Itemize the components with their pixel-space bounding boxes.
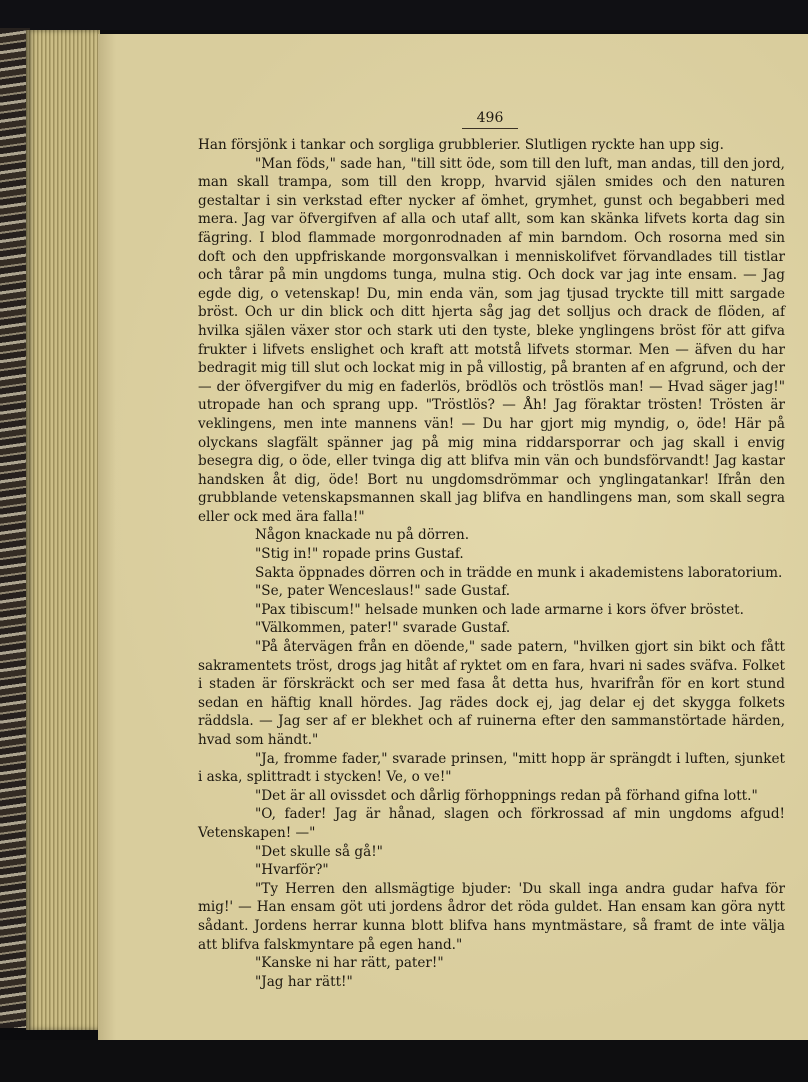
page-edges [26, 30, 100, 1030]
paragraph: Sakta öppnades dörren och in trädde en munk i akademistens laboratorium. [255, 564, 783, 581]
page-number-rule [462, 128, 518, 129]
paragraph: "Kanske ni har rätt, pater!" [255, 955, 444, 972]
paragraph: "Det skulle så gå!" [255, 843, 383, 860]
scan-background-top [0, 0, 808, 30]
paragraph: "Stig in!" ropade prins Gustaf. [255, 546, 464, 563]
paragraph: "Hvarför?" [255, 862, 329, 879]
paragraph: "Välkommen, pater!" svarade Gustaf. [255, 620, 511, 637]
paragraph: "Se, pater Wenceslaus!" sade Gustaf. [255, 583, 511, 600]
paragraph: "På återvägen från en döende," sade patern, "hvilken gjort sin bikt och fått sakramentets tröst, drogs jag hitåt af ryktet om en fara, hvari ni sades sväfva. Folket i staden är förskräckt och ser med fasa åt detta hus, hvarifrån för en kort stund sedan en häftig knall hördes. Jag rädes dock ej, jag delar ej det skygga folkets räddsla. — Jag ser af er blekhet och af ruinerna efter den sammanstörtade härden, hvad som händt." [198, 639, 785, 748]
paragraph: "O, fader! Jag är hånad, slagen och förkrossad af min ungdoms afgud! Vetenskapen! —" [198, 806, 785, 841]
scan-background-bottom [0, 1040, 808, 1082]
paragraph: "Ty Herren den allsmägtige bjuder: 'Du skall inga andra gudar hafva för mig!' — Han ensam göt uti jordens ådror det röda guldet. Han ensam kan göra nytt sådant. Jordens herrar kunna blott blifva hans myntmästare, så framt de inte välja att blifva falskmyntare på egen hand." [198, 880, 785, 953]
paragraph: "Man föds," sade han, "till sitt öde, som till den luft, man andas, till den jord, man skall trampa, som till den kropp, hvarvid själen smides och den naturen gestaltar i sin verkstad efter nycker af ömhet, grymhet, gunst och begabberi med mera. Jag var öfvergifven af alla och utaf allt, som kan skänka lifvets korta dag sin fägring. I blod flammade morgonrodnaden af min barndom. Och rosorna med sin doft och den uppfriskande morgonsvalkan i menniskolifvet förvandlades till tistlar och tårar på min ungdoms tunga, mulna stig. Och dock var jag inte ensam. — Jag egde dig, o vetenskap! Du, min enda vän, som jag tjusad tryckte till mitt sargade bröst. Och ur din blick och ditt hjerta såg jag det solljus och drack de flöden, af hvilka själen växer stor och stark uti den tyste, bleke ynglingens bröst för att gifva frukter i lifvets enslighet och kraft att motstå lifvets stormar. Men — äfven du har bedragit mig till slut och lockat mig in på villostig, på branten af en afgrund, och der — der öfvergifver du mig en faderlös, brödlös och tröstlös man! — Hvad säger jag!" utropade han och sprang upp. "Tröstlös? — Åh! Jag föraktar trösten! Trösten är veklingens, men inte mannens vän! — Du har gjort mig myndig, o, öde! Här på olyckans slagfält spänner jag på mig mina riddarsporrar och jag skall i envig besegra dig, o öde, eller tvinga dig att blifva min vän och bundsförvandt! Jag kastar handsken åt dig, öde! Bort nu ungdomsdrömmar och ynglingatankar! Ifrån den grubblande vetenskapsmannen skall jag blifva en handlingens man, som skall segra eller ock med ära falla!" [198, 155, 785, 525]
paragraph: "Jag har rätt!" [255, 973, 353, 990]
paragraph: "Ja, fromme fader," svarade prinsen, "mitt hopp är sprängdt i luften, sjunket i aska, splittradt i stycken! Ve, o ve!" [198, 750, 785, 786]
page-number: 496 [476, 110, 504, 126]
paragraph: Han försjönk i tankar och sorgliga grubblerier. Slutligen ryckte han upp sig. [198, 137, 724, 153]
paragraph: "Det är all ovissdet och dårlig förhoppnings redan på förhand gifna lott." [255, 787, 758, 804]
paragraph: Någon knackade nu på dörren. [255, 527, 470, 544]
body-text [198, 136, 785, 991]
paragraph: "Pax tibiscum!" helsade munken och lade armarne i kors öfver bröstet. [255, 601, 744, 618]
